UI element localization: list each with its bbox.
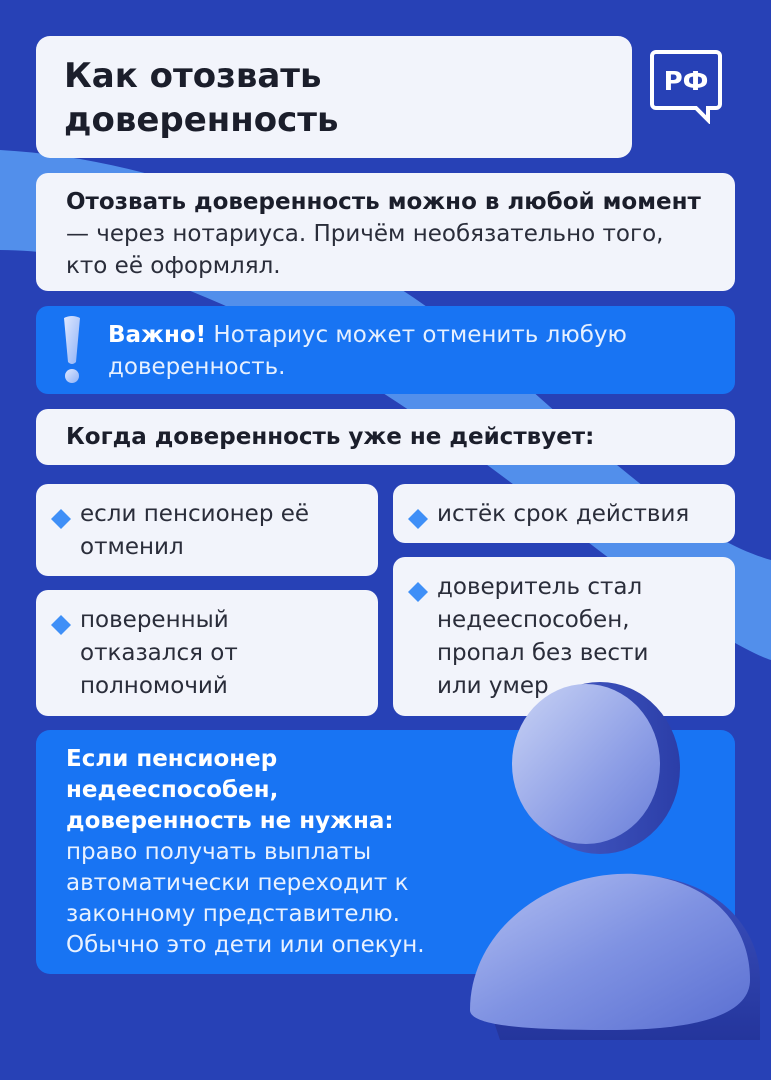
intro-text: — через нотариуса. Причём необязательно того, кто её оформлял. xyxy=(66,221,664,279)
title-card xyxy=(36,36,632,158)
bottom-text: право получать выплаты автоматически переходит к законному представителю. Обычно это дети или опекун. xyxy=(66,839,425,958)
intro-card xyxy=(36,173,735,291)
list-item xyxy=(36,590,378,716)
diamond-bullet-icon xyxy=(50,508,72,530)
diamond-bullet-icon xyxy=(407,508,429,530)
diamond-bullet-icon xyxy=(407,581,429,603)
page-title: Как отозвать доверенность xyxy=(64,56,339,140)
list-item-text: доверитель стал недееспособен, пропал без вести или умер xyxy=(437,574,649,699)
list-item-text: если пенсионер её отменил xyxy=(80,501,310,560)
exclamation-icon xyxy=(52,314,92,386)
list-item xyxy=(393,484,735,543)
list-item-text: поверенный отказался от полномочий xyxy=(80,607,238,699)
important-bold: Важно! xyxy=(108,322,207,348)
diamond-bullet-icon xyxy=(50,614,72,636)
list-item-text: истёк срок действия xyxy=(437,501,690,527)
logo-text: РФ xyxy=(663,67,709,97)
important-text: Нотариус может отменить любую доверенность. xyxy=(108,322,627,380)
rf-logo xyxy=(650,48,722,124)
bottom-bold: Если пенсионер недееспособен, доверенность не нужна: xyxy=(66,746,394,834)
intro-bold: Отозвать доверенность можно в любой момент xyxy=(66,189,701,215)
section-heading-card xyxy=(36,409,735,465)
important-card xyxy=(36,306,735,394)
person-figure-icon xyxy=(460,680,771,1080)
section-heading: Когда доверенность уже не действует: xyxy=(66,424,595,450)
list-item xyxy=(36,484,378,576)
chat-bubble-icon xyxy=(650,48,722,124)
